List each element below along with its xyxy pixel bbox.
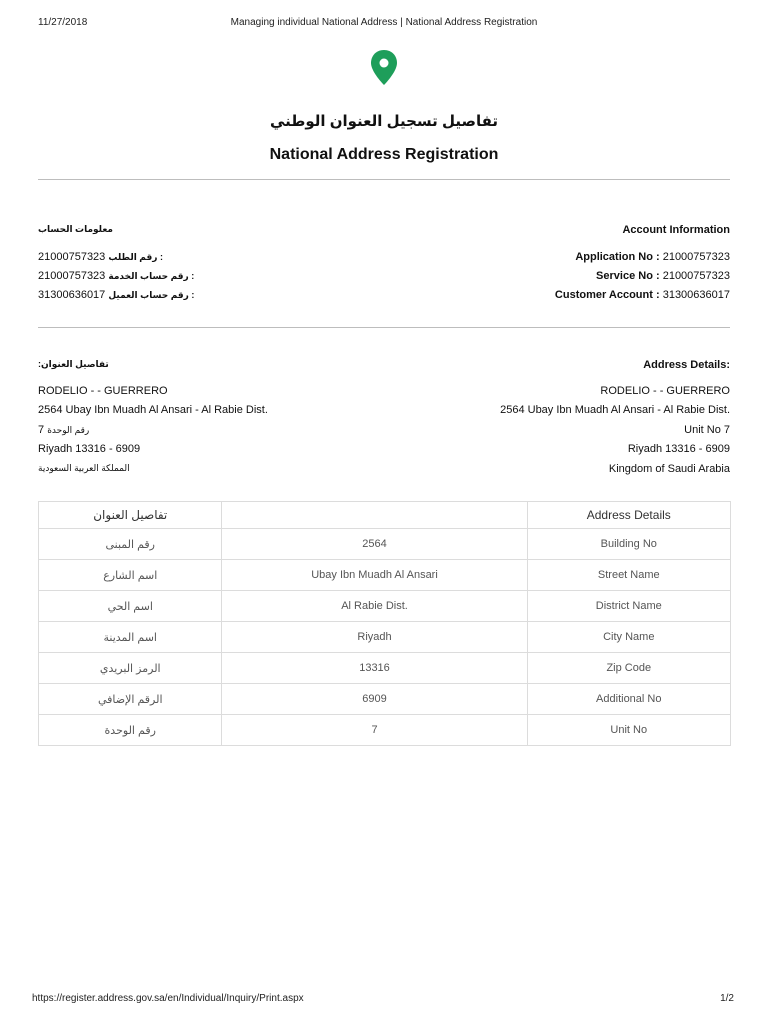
table-row bbox=[39, 529, 731, 560]
address-city: Riyadh 13316 - 6909 bbox=[627, 443, 730, 455]
table-header-value bbox=[222, 502, 527, 529]
print-url: https://register.address.gov.sa/en/Individual/Inquiry/Print.aspx bbox=[32, 993, 304, 1004]
customer-account-value-en: 31300636017 bbox=[662, 289, 730, 301]
address-unit: Unit No 7 bbox=[684, 424, 730, 436]
customer-account bbox=[555, 289, 730, 301]
service-no-value-en: 21000757323 bbox=[662, 270, 730, 282]
address-street: 2564 Ubay Ibn Muadh Al Ansari - Al Rabie Dist. bbox=[500, 404, 730, 416]
unit-value-ar: 7 bbox=[38, 424, 45, 436]
row-label-ar: اسم المدينة bbox=[39, 622, 222, 653]
row-label-en: Unit No bbox=[527, 715, 730, 746]
table-row bbox=[39, 653, 731, 684]
address-details-table bbox=[38, 501, 731, 746]
page-title: National Address Registration bbox=[269, 146, 499, 163]
address-street-ar: 2564 Ubay Ibn Muadh Al Ansari - Al Rabie Dist. bbox=[38, 404, 268, 416]
row-label-ar: اسم الحي bbox=[39, 591, 222, 622]
row-label-en: District Name bbox=[527, 591, 730, 622]
service-no-label-ar: رقم حساب الخدمة : bbox=[108, 271, 195, 281]
print-header bbox=[38, 17, 730, 31]
divider bbox=[38, 327, 730, 328]
row-label-ar: الرقم الإضافي bbox=[39, 684, 222, 715]
customer-account-value: 31300636017 bbox=[38, 289, 106, 301]
address-unit-ar bbox=[38, 424, 89, 436]
row-value: 6909 bbox=[222, 684, 527, 715]
address-city-ar: Riyadh 13316 - 6909 bbox=[38, 443, 141, 455]
application-no-label-ar: رقم الطلب : bbox=[108, 252, 163, 262]
account-info-title-ar: معلومات الحساب bbox=[38, 224, 113, 234]
row-label-en: City Name bbox=[527, 622, 730, 653]
application-no-value-en: 21000757323 bbox=[662, 251, 730, 263]
table-header-row bbox=[39, 502, 731, 529]
print-page-title: Managing individual National Address | National Address Registration bbox=[230, 17, 538, 28]
table-row bbox=[39, 591, 731, 622]
row-label-ar: اسم الشارع bbox=[39, 560, 222, 591]
row-value: 13316 bbox=[222, 653, 527, 684]
page-title-arabic: تفاصيل تسجيل العنوان الوطني bbox=[269, 113, 499, 130]
row-label-en: Building No bbox=[527, 529, 730, 560]
row-label-en: Additional No bbox=[527, 684, 730, 715]
application-no-ar bbox=[38, 251, 163, 263]
account-info-title: Account Information bbox=[622, 224, 730, 236]
row-value: Riyadh bbox=[222, 622, 527, 653]
service-no bbox=[596, 270, 730, 282]
address-country: Kingdom of Saudi Arabia bbox=[608, 463, 730, 475]
address-details-title-ar: :تفاصيل العنوان bbox=[38, 359, 109, 369]
table-header-english: Address Details bbox=[527, 502, 730, 529]
unit-label-ar: رقم الوحدة bbox=[47, 425, 90, 435]
row-value: Ubay Ibn Muadh Al Ansari bbox=[222, 560, 527, 591]
address-name-ar: RODELIO - - GUERRERO bbox=[38, 385, 168, 397]
table-row bbox=[39, 715, 731, 746]
address-name: RODELIO - - GUERRERO bbox=[600, 385, 730, 397]
row-label-ar: رقم المبنى bbox=[39, 529, 222, 560]
table-row bbox=[39, 622, 731, 653]
customer-account-label: Customer Account : bbox=[554, 289, 660, 301]
location-pin-icon bbox=[369, 49, 399, 87]
customer-account-label-ar: رقم حساب العميل : bbox=[108, 290, 195, 300]
page-number: 1/2 bbox=[720, 993, 734, 1004]
address-country-ar: المملكة العربية السعودية bbox=[38, 463, 130, 473]
service-no-ar bbox=[38, 270, 194, 282]
row-label-en: Street Name bbox=[527, 560, 730, 591]
row-value: 7 bbox=[222, 715, 527, 746]
row-value: 2564 bbox=[222, 529, 527, 560]
print-date: 11/27/2018 bbox=[38, 17, 88, 28]
row-label-ar: الرمز البريدي bbox=[39, 653, 222, 684]
service-no-label: Service No : bbox=[596, 270, 660, 282]
divider bbox=[38, 179, 730, 180]
application-no bbox=[575, 251, 730, 263]
row-value: Al Rabie Dist. bbox=[222, 591, 527, 622]
row-label-en: Zip Code bbox=[527, 653, 730, 684]
application-no-label: Application No : bbox=[575, 251, 660, 263]
print-footer bbox=[32, 993, 734, 1007]
address-details-title: Address Details: bbox=[643, 359, 730, 371]
table-header-arabic: تفاصيل العنوان bbox=[39, 502, 222, 529]
table-row bbox=[39, 560, 731, 591]
customer-account-ar bbox=[38, 289, 194, 301]
application-no-value: 21000757323 bbox=[38, 251, 106, 263]
service-no-value: 21000757323 bbox=[38, 270, 106, 282]
table-row bbox=[39, 684, 731, 715]
row-label-ar: رقم الوحدة bbox=[39, 715, 222, 746]
